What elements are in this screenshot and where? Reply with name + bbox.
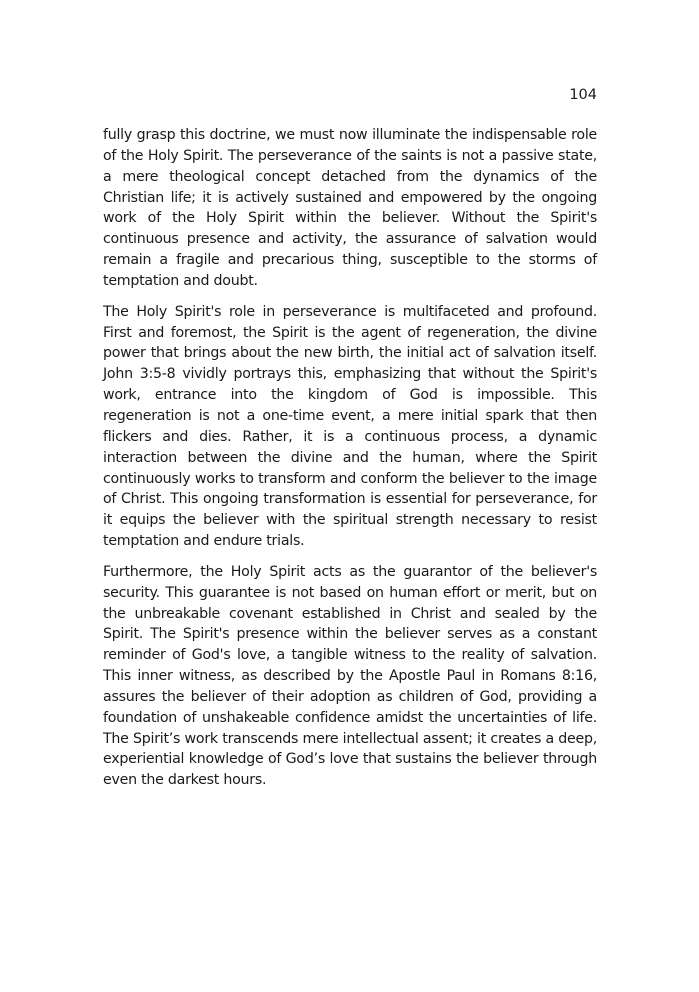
page-number: 104 xyxy=(569,87,597,103)
body-text xyxy=(103,125,597,801)
paragraph-2: The Holy Spirit's role in perseverance is multifaceted and profound. First and foremost, the Spirit is the agent of regeneration, the divine power that brings about the new birth, the initial act of salvation itself. John 3:5-8 vividly portrays this, emphasizing that without the Spirit's work, entrance into the kingdom of God is impossible. This regeneration is not a one-time event, a mere initial spark that then flickers and dies. Rather, it is a continuous process, a dynamic interaction between the divine and the human, where the Spirit continuously works to transform and conform the believer to the image of Christ. This ongoing transformation is essential for perseverance, for it equips the believer with the spiritual strength necessary to resist temptation and endure trials. xyxy=(103,303,597,550)
paragraph-1: fully grasp this doctrine, we must now illuminate the indispensable role of the Holy Spirit. The perseverance of the saints is not a passive state, a mere theological concept detached from the dynamics of the Christian life; it is actively sustained and empowered by the ongoing work of the Holy Spirit within the believer. Without the Spirit's continuous presence and activity, the assurance of salvation would remain a fragile and precarious thing, susceptible to the storms of temptation and doubt. xyxy=(103,127,597,289)
paragraph-3: Furthermore, the Holy Spirit acts as the guarantor of the believer's security. This guarantee is not based on human effort or merit, but on the unbreakable covenant established in Christ and sealed by the Spirit. The Spirit's presence within the believer serves as a constant reminder of God's love, a tangible witness to the reality of salvation. This inner witness, as described by the Apostle Paul in Romans 8:16, assures the believer of their adoption as children of God, providing a foundation of unshakeable confidence amidst the uncertainties of life. The Spirit’s work transcends mere intellectual assent; it creates a deep, experiential knowledge of God’s love that sustains the believer through even the darkest hours. xyxy=(103,563,597,789)
